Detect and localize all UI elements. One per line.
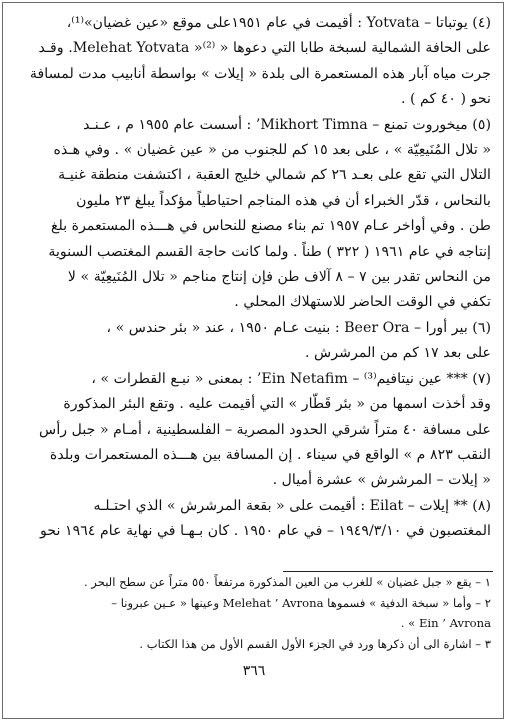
text-line: التلال التي تقع على بعـد ٢٦ كم شمالي خليج العقبة ، اكتشفت منطقة غنيـة (58, 167, 491, 184)
text-line: المغتصبون في ١٩٤٩/٣/١٠ – في عام ١٩٥٠ . كان بـهـا في نهاية عام ١٩٦٤ نحو (40, 523, 491, 540)
text-line: (٥) ميخوروت تمنع – Mikhort Timna’ : أسست عام ١٩٥٥ م ، عـنـد (83, 116, 491, 133)
text-line: النقب ٨٢٣ م » الواقع في سيناء . إن المسافة بين هـــذه المستعمرات وبلدة (49, 446, 491, 463)
text-line: « إيلات – المرشرش » عشرة أميال . (272, 472, 491, 489)
text-line: بالنحاس ، قدّر الخبراء أن في هذه المناجم احتياطياً مؤكداً يبلغ ٢٣ مليون (76, 192, 491, 209)
footnote-2: ٢ – وأما « سبخة الدفية » فسموها Melehat ’ Avrona وعينها « عـين عبرونا – (111, 595, 491, 610)
paragraph-beer-ora (13, 316, 491, 367)
paragraph-yotvata (13, 11, 491, 113)
footnote-1: ١ – يقع « جبل غضيان » للغرب من العين المذكورة مرتفعاً ٥٥٠ متراً عن سطح البحر . (83, 575, 491, 589)
text-line: جرت مياه آبار هذه المستعمرة الى بلدة « إيلات » بواسطة أنابيب مدت لمسافة (29, 65, 491, 82)
paragraph-ein-netafim (13, 367, 491, 494)
footnote-2-continued: Ein ’ Avrona » . (400, 616, 491, 630)
footnotes (3, 571, 504, 654)
text-line: على بعد ١٧ كم من المرشرش . (305, 345, 491, 362)
page (3, 11, 504, 545)
text-line: على مسافة ٤٠ متراً شرقي الحدود المصرية – الفلسطينية ، أمـام « جبل رأس (39, 421, 491, 438)
text-line: (٨) ** إيلات – Eilat : أقيمت على « بقعة المرشرش » الذي احتـلـه (93, 497, 491, 514)
page-frame (2, 2, 504, 719)
paragraph-mikhort-timna (13, 113, 491, 316)
text-line: (٦) بير أورا – Beer Ora : بنيت عـام ١٩٥٠ ، عند « بئر حندس » ، (106, 319, 491, 336)
text-line: من النحاس تقدر بين ٧ – ٨ آلاف طن فإن إنتاج مناجم « تلال المُنَيعِيّة » لا (67, 269, 491, 286)
paragraph-eilat (13, 494, 491, 545)
text-line: « تلال المُنَيعِيّة » ، على بعد ١٥ كم للجنوب من « عين غضيان » . وفي هـذه (53, 142, 491, 159)
text-line: وقد أخذت اسمها من « بئر قَطّار » التي أقيمت عليه . وتقع البئر المذكورة (63, 396, 491, 413)
text-line: نحو ( ٤٠ كم ) . (400, 91, 491, 108)
text-line: على الحافة الشمالية لسبخة طابا التي دعوها « Melehat Yotvata »⁽²⁾. وقـد (38, 40, 491, 57)
page-number: ٣٦٦ (242, 663, 266, 679)
text-line: (٧) *** عين نيتافيم⁽³⁾ – Ein Netafim’ : بمعنى « نبـع القطرات » ، (91, 370, 491, 387)
text-line: طن . وفي أواخر عـام ١٩٥٧ تم بناء مصنع للنحاس في هـــذه المستعمرة بلغ (50, 218, 491, 235)
text-line: (٤) يوتباتا – Yotvata : أقيمت في عام ١٩٥١على موقع «عين غضيان»⁽¹⁾، (66, 15, 491, 31)
main-text (13, 11, 491, 545)
footnote-3: ٣ – اشارة الى أن ذكرها ورد في الجزء الأول القسم الأول من هذا الكتاب . (139, 636, 491, 651)
text-line: إنتاجه في عام ١٩٦١ ( ٣٢٢ ) طناً . ولما كانت حاجة القسم المغتصب السنوية (48, 243, 491, 260)
text-line: تكفي في الوقت الحاضر للاستهلاك المحلي . (234, 294, 491, 311)
